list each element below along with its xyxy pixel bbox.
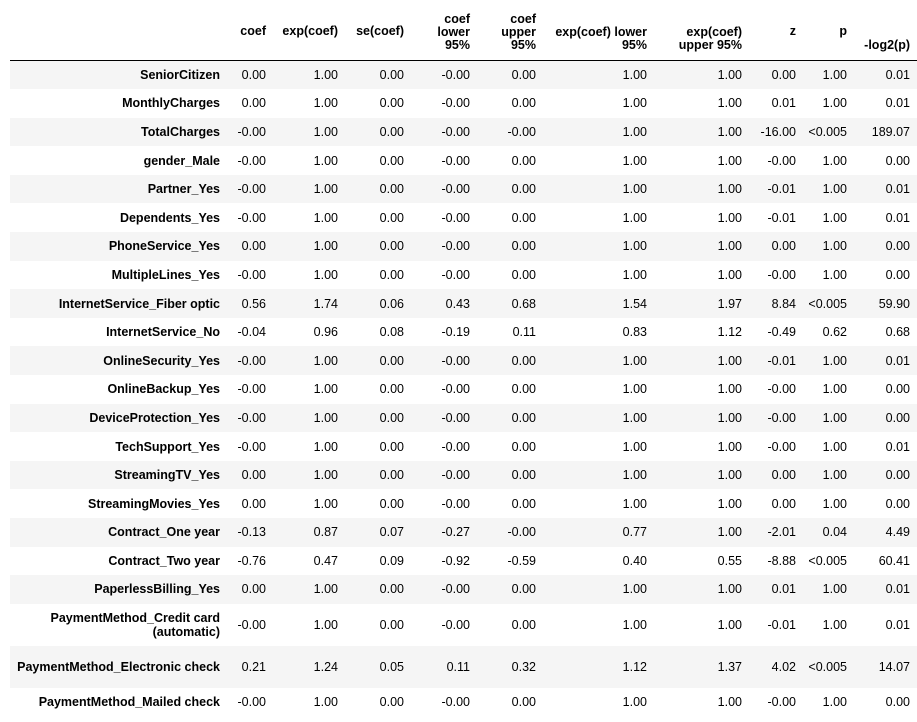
- table-cell: 0.00: [379, 496, 404, 511]
- table-cell: -0.00: [767, 695, 796, 710]
- row-label: PaperlessBilling_Yes: [94, 582, 220, 597]
- table-row: [10, 646, 917, 688]
- table-cell: 0.00: [511, 68, 536, 83]
- table-cell: 1.00: [313, 695, 338, 710]
- table-cell: 0.01: [885, 68, 910, 83]
- table-cell: 0.43: [445, 296, 470, 311]
- table-cell: 1.54: [622, 296, 647, 311]
- table-cell: 1.00: [313, 410, 338, 425]
- table-row: [10, 61, 917, 90]
- table-cell: 1.00: [622, 382, 647, 397]
- table-cell: 0.00: [379, 96, 404, 111]
- table-cell: 1.00: [822, 496, 847, 511]
- table-cell: 0.00: [241, 68, 266, 83]
- table-cell: 1.00: [313, 496, 338, 511]
- row-label: OnlineBackup_Yes: [107, 382, 220, 397]
- table-cell: 1.00: [313, 68, 338, 83]
- table-cell: -0.01: [767, 353, 796, 368]
- column-header: z: [749, 2, 803, 61]
- table-cell: 0.00: [511, 96, 536, 111]
- table-cell: 0.62: [822, 325, 847, 340]
- table-cell: -0.00: [767, 267, 796, 282]
- table-cell: 1.00: [313, 267, 338, 282]
- table-cell: -0.00: [441, 468, 470, 483]
- table-cell: 1.00: [717, 182, 742, 197]
- table-cell: 0.00: [379, 439, 404, 454]
- table-row: [10, 688, 917, 717]
- table-cell: 1.00: [717, 153, 742, 168]
- table-cell: -0.00: [441, 153, 470, 168]
- table-cell: 0.55: [717, 553, 742, 568]
- column-header: -log2(p): [854, 2, 917, 61]
- table-cell: 0.00: [511, 182, 536, 197]
- table-cell: 1.00: [717, 353, 742, 368]
- table-cell: 8.84: [771, 296, 796, 311]
- column-header: exp(coef): [273, 2, 345, 61]
- table-cell: -0.00: [441, 410, 470, 425]
- table-cell: 0.00: [771, 239, 796, 254]
- row-label: PaymentMethod_Credit card (automatic): [50, 610, 220, 639]
- table-cell: -0.00: [237, 382, 266, 397]
- table-cell: 1.12: [717, 325, 742, 340]
- table-cell: 0.00: [511, 267, 536, 282]
- table-cell: 0.00: [379, 153, 404, 168]
- table-row: [10, 118, 917, 147]
- row-label: Contract_Two year: [108, 553, 220, 568]
- table-cell: 1.00: [717, 124, 742, 139]
- table-cell: 0.00: [379, 210, 404, 225]
- table-cell: 14.07: [878, 659, 910, 674]
- table-cell: 0.00: [379, 182, 404, 197]
- table-cell: 1.00: [717, 410, 742, 425]
- table-cell: 1.00: [622, 353, 647, 368]
- table-cell: 0.00: [241, 239, 266, 254]
- table-cell: 1.00: [622, 695, 647, 710]
- table-cell: 1.00: [313, 468, 338, 483]
- table-cell: 1.00: [822, 239, 847, 254]
- table-cell: 0.04: [822, 525, 847, 540]
- table-cell: 0.06: [379, 296, 404, 311]
- row-label: PhoneService_Yes: [108, 239, 220, 254]
- table-cell: 0.00: [511, 468, 536, 483]
- table-cell: 1.00: [822, 695, 847, 710]
- table-cell: 1.00: [822, 68, 847, 83]
- row-label: DeviceProtection_Yes: [89, 410, 220, 425]
- table-cell: 0.00: [511, 582, 536, 597]
- table-cell: <0.005: [808, 659, 847, 674]
- table-cell: 1.00: [717, 468, 742, 483]
- table-cell: 1.00: [313, 96, 338, 111]
- table-cell: 1.74: [313, 296, 338, 311]
- table-cell: -0.00: [507, 525, 536, 540]
- table-cell: 0.05: [379, 659, 404, 674]
- table-cell: -0.00: [441, 353, 470, 368]
- table-body: [10, 61, 917, 717]
- row-label: PaymentMethod_Electronic check: [17, 659, 220, 674]
- table-cell: 1.00: [622, 153, 647, 168]
- row-label: TechSupport_Yes: [115, 439, 220, 454]
- table-cell: 0.40: [622, 553, 647, 568]
- table-row: [10, 489, 917, 518]
- table-cell: 1.00: [622, 96, 647, 111]
- table-cell: 1.00: [622, 410, 647, 425]
- table-cell: <0.005: [808, 124, 847, 139]
- table-cell: 0.00: [241, 96, 266, 111]
- table-cell: 1.00: [622, 582, 647, 597]
- table-cell: 1.00: [313, 239, 338, 254]
- table-cell: 1.12: [622, 659, 647, 674]
- table-cell: 1.00: [622, 617, 647, 632]
- table-cell: -8.88: [767, 553, 796, 568]
- table-row: [10, 461, 917, 490]
- table-cell: 1.00: [313, 124, 338, 139]
- table-cell: 1.00: [313, 582, 338, 597]
- table-cell: 1.00: [622, 267, 647, 282]
- table-cell: 1.00: [822, 439, 847, 454]
- table-cell: -0.00: [767, 382, 796, 397]
- table-cell: 0.87: [313, 525, 338, 540]
- table-cell: -0.00: [441, 96, 470, 111]
- table-cell: 1.00: [313, 353, 338, 368]
- column-header: coef lower 95%: [411, 2, 477, 61]
- table-cell: 1.00: [822, 468, 847, 483]
- table-cell: 1.00: [822, 210, 847, 225]
- row-label: Partner_Yes: [147, 182, 220, 197]
- table-cell: 1.00: [622, 496, 647, 511]
- table-cell: -0.00: [441, 695, 470, 710]
- table-cell: 0.01: [885, 96, 910, 111]
- table-cell: 0.01: [885, 210, 910, 225]
- table-cell: 0.00: [511, 439, 536, 454]
- table-cell: 0.00: [379, 353, 404, 368]
- summary-table: [10, 2, 917, 716]
- row-label: Contract_One year: [108, 525, 220, 540]
- table-cell: 0.00: [771, 468, 796, 483]
- table-cell: 1.00: [822, 267, 847, 282]
- table-cell: 0.00: [511, 382, 536, 397]
- table-cell: 1.24: [313, 659, 338, 674]
- table-cell: 1.00: [822, 617, 847, 632]
- row-label: MonthlyCharges: [122, 96, 220, 111]
- table-cell: 1.00: [313, 153, 338, 168]
- table-cell: 0.32: [511, 659, 536, 674]
- row-label: StreamingTV_Yes: [114, 468, 220, 483]
- dataframe-output: [10, 2, 910, 716]
- table-cell: 1.00: [717, 68, 742, 83]
- table-cell: 0.77: [622, 525, 647, 540]
- table-cell: 0.07: [379, 525, 404, 540]
- table-cell: 0.00: [379, 617, 404, 632]
- row-label: InternetService_Fiber optic: [58, 296, 220, 311]
- table-row: [10, 404, 917, 433]
- table-cell: -16.00: [760, 124, 796, 139]
- table-cell: 0.00: [771, 496, 796, 511]
- table-row: [10, 575, 917, 604]
- table-cell: -0.00: [441, 582, 470, 597]
- table-cell: 1.00: [822, 410, 847, 425]
- row-label: gender_Male: [143, 153, 220, 168]
- table-cell: 0.00: [379, 124, 404, 139]
- table-cell: -0.19: [441, 325, 470, 340]
- table-cell: -0.01: [767, 182, 796, 197]
- table-cell: -0.00: [767, 410, 796, 425]
- table-cell: 0.83: [622, 325, 647, 340]
- table-cell: -0.13: [237, 525, 266, 540]
- table-cell: 1.00: [622, 239, 647, 254]
- row-label: StreamingMovies_Yes: [87, 496, 220, 511]
- row-label: OnlineSecurity_Yes: [103, 353, 220, 368]
- table-cell: 0.01: [771, 96, 796, 111]
- table-cell: 1.00: [622, 439, 647, 454]
- table-cell: -0.00: [441, 210, 470, 225]
- table-cell: 0.00: [885, 267, 910, 282]
- table-cell: -0.76: [237, 553, 266, 568]
- table-cell: 4.02: [771, 659, 796, 674]
- table-row: [10, 518, 917, 547]
- table-cell: 1.00: [822, 153, 847, 168]
- row-label: PaymentMethod_Mailed check: [38, 695, 220, 710]
- table-cell: -0.00: [237, 353, 266, 368]
- table-cell: <0.005: [808, 296, 847, 311]
- table-cell: 0.00: [511, 353, 536, 368]
- table-cell: -0.00: [237, 439, 266, 454]
- table-cell: 1.00: [622, 124, 647, 139]
- table-cell: 1.00: [822, 353, 847, 368]
- table-cell: 0.00: [885, 695, 910, 710]
- table-cell: 1.00: [717, 525, 742, 540]
- table-cell: -0.92: [441, 553, 470, 568]
- column-header: p: [803, 2, 854, 61]
- table-cell: 1.00: [822, 582, 847, 597]
- table-cell: 1.00: [717, 239, 742, 254]
- table-cell: -0.00: [441, 496, 470, 511]
- table-cell: 0.68: [511, 296, 536, 311]
- table-cell: 1.00: [717, 210, 742, 225]
- table-cell: -2.01: [767, 525, 796, 540]
- table-cell: -0.00: [237, 124, 266, 139]
- table-cell: 0.00: [379, 695, 404, 710]
- table-cell: 1.00: [717, 439, 742, 454]
- table-cell: -0.00: [767, 153, 796, 168]
- table-cell: 1.00: [717, 496, 742, 511]
- table-cell: -0.00: [237, 153, 266, 168]
- table-row: [10, 175, 917, 204]
- table-cell: 0.00: [885, 410, 910, 425]
- table-cell: 0.21: [241, 659, 266, 674]
- table-cell: 0.00: [379, 382, 404, 397]
- table-cell: -0.59: [507, 553, 536, 568]
- table-cell: 0.00: [885, 382, 910, 397]
- table-cell: 0.68: [885, 325, 910, 340]
- column-header: se(coef): [345, 2, 411, 61]
- table-cell: 1.00: [622, 210, 647, 225]
- table-cell: -0.49: [767, 325, 796, 340]
- table-cell: 1.00: [313, 210, 338, 225]
- table-cell: -0.00: [441, 267, 470, 282]
- table-cell: 0.00: [511, 695, 536, 710]
- table-cell: 0.00: [511, 210, 536, 225]
- table-cell: 0.08: [379, 325, 404, 340]
- table-cell: 0.00: [885, 153, 910, 168]
- table-cell: -0.01: [767, 617, 796, 632]
- table-cell: 0.00: [379, 582, 404, 597]
- table-cell: -0.00: [441, 182, 470, 197]
- table-cell: 1.00: [622, 468, 647, 483]
- table-cell: 1.97: [717, 296, 742, 311]
- table-cell: 1.00: [822, 96, 847, 111]
- table-cell: -0.00: [237, 617, 266, 632]
- table-cell: -0.00: [441, 239, 470, 254]
- table-cell: -0.00: [441, 68, 470, 83]
- table-cell: 1.00: [622, 182, 647, 197]
- table-cell: 0.11: [512, 325, 536, 340]
- table-cell: 0.01: [885, 582, 910, 597]
- table-row: [10, 604, 917, 646]
- table-cell: 1.00: [313, 439, 338, 454]
- table-cell: 0.00: [511, 496, 536, 511]
- table-row: [10, 261, 917, 290]
- table-cell: 0.00: [379, 468, 404, 483]
- table-cell: 1.00: [717, 695, 742, 710]
- table-cell: 0.00: [511, 410, 536, 425]
- table-row: [10, 375, 917, 404]
- table-cell: 189.07: [871, 124, 910, 139]
- table-cell: -0.00: [441, 382, 470, 397]
- table-row: [10, 146, 917, 175]
- table-row: [10, 89, 917, 118]
- table-row: [10, 432, 917, 461]
- table-cell: 0.11: [446, 659, 470, 674]
- table-cell: 0.00: [379, 267, 404, 282]
- table-cell: -0.00: [441, 439, 470, 454]
- column-header: exp(coef) lower 95%: [543, 2, 654, 61]
- column-header: coef: [227, 2, 273, 61]
- table-cell: <0.005: [808, 553, 847, 568]
- table-cell: -0.00: [237, 267, 266, 282]
- table-row: [10, 318, 917, 347]
- table-cell: 1.00: [717, 96, 742, 111]
- table-row: [10, 289, 917, 318]
- table-cell: -0.01: [767, 210, 796, 225]
- table-cell: -0.00: [237, 410, 266, 425]
- table-cell: 0.00: [511, 239, 536, 254]
- table-cell: 1.00: [717, 617, 742, 632]
- table-cell: -0.27: [441, 525, 470, 540]
- table-cell: 1.00: [622, 68, 647, 83]
- table-row: [10, 203, 917, 232]
- table-cell: 1.37: [717, 659, 742, 674]
- table-cell: 1.00: [313, 617, 338, 632]
- table-cell: 0.56: [241, 296, 266, 311]
- table-cell: 0.00: [241, 582, 266, 597]
- table-cell: 1.00: [822, 182, 847, 197]
- table-row: [10, 232, 917, 261]
- table-cell: 0.00: [885, 239, 910, 254]
- table-cell: -0.00: [767, 439, 796, 454]
- index-header: [10, 2, 227, 61]
- table-cell: -0.00: [441, 124, 470, 139]
- table-cell: -0.00: [237, 210, 266, 225]
- table-cell: 1.00: [717, 267, 742, 282]
- table-cell: 0.01: [771, 582, 796, 597]
- table-cell: 0.00: [511, 153, 536, 168]
- table-cell: 0.01: [885, 182, 910, 197]
- table-cell: 0.00: [379, 410, 404, 425]
- table-cell: 1.00: [822, 382, 847, 397]
- column-header: exp(coef) upper 95%: [654, 2, 749, 61]
- table-cell: 0.00: [379, 68, 404, 83]
- row-label: TotalCharges: [141, 124, 220, 139]
- table-cell: 1.00: [717, 382, 742, 397]
- table-cell: 0.00: [771, 68, 796, 83]
- row-label: MultipleLines_Yes: [111, 267, 220, 282]
- table-cell: 1.00: [313, 182, 338, 197]
- column-header: coef upper 95%: [477, 2, 543, 61]
- table-cell: 4.49: [885, 525, 910, 540]
- table-cell: -0.00: [237, 182, 266, 197]
- table-cell: 0.00: [511, 617, 536, 632]
- table-cell: 59.90: [878, 296, 910, 311]
- table-cell: 0.01: [885, 617, 910, 632]
- table-cell: 0.00: [885, 496, 910, 511]
- table-cell: 60.41: [878, 553, 910, 568]
- table-cell: 1.00: [313, 382, 338, 397]
- table-cell: 0.47: [313, 553, 338, 568]
- table-cell: -0.00: [237, 695, 266, 710]
- table-cell: 0.00: [241, 496, 266, 511]
- header-row: [10, 2, 917, 61]
- table-header: [10, 2, 917, 61]
- table-cell: 0.00: [885, 468, 910, 483]
- table-cell: 0.01: [885, 353, 910, 368]
- row-label: Dependents_Yes: [119, 210, 220, 225]
- table-cell: 0.01: [885, 439, 910, 454]
- table-cell: 0.96: [313, 325, 338, 340]
- row-label: InternetService_No: [106, 325, 220, 340]
- table-row: [10, 547, 917, 576]
- table-cell: 1.00: [717, 582, 742, 597]
- table-cell: -0.00: [441, 617, 470, 632]
- table-cell: 0.00: [379, 239, 404, 254]
- table-row: [10, 346, 917, 375]
- table-cell: -0.00: [507, 124, 536, 139]
- row-label: SeniorCitizen: [140, 68, 220, 83]
- table-cell: -0.04: [237, 325, 266, 340]
- table-cell: 0.00: [241, 468, 266, 483]
- table-cell: 0.09: [379, 553, 404, 568]
